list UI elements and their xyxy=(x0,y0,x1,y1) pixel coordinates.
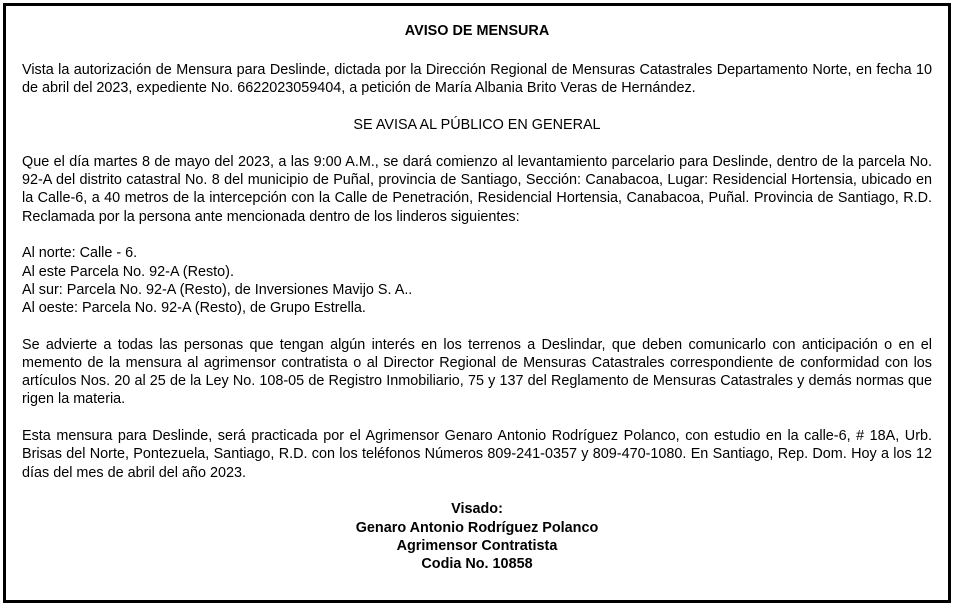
notice-title: AVISO DE MENSURA xyxy=(404,23,550,39)
signature-role: Agrimensor Contratista xyxy=(396,537,558,554)
signature-block xyxy=(22,500,932,573)
notice-box xyxy=(3,3,951,603)
signature-name: Genaro Antonio Rodríguez Polanco xyxy=(355,519,599,536)
public-notice-heading: SE AVISA AL PÚBLICO EN GENERAL xyxy=(353,117,601,134)
signature-codia: Codia No. 10858 xyxy=(421,556,533,573)
description-paragraph: Que el día martes 8 de mayo del 2023, a las 9:00 A.M., se dará comienzo al levantamiento parcelario para Deslinde, dentro de la parcela No. 92-A del distrito catastral No. 8 del municipio de Puñal, provincia de Santiago, Sección: Canabacoa, Lugar: Residencial Hortensia, ubicado en la Calle-6, a 40 metros de la intercepción con la Calle de Penetración, Residencial Hortensia, Canabacoa, Puñal. Provincia de Santiago, R.D. Reclamada por la persona ante mencionada dentro de los linderos siguientes: xyxy=(22,154,932,225)
boundary-east: Al este Parcela No. 92-A (Resto). xyxy=(22,263,234,280)
warning-paragraph: Se advierte a todas las personas que tengan algún interés en los terrenos a Deslindar, que deben comunicarlo con anticipación o en el memento de la mensura al agrimensor contratista o al Director Regional de Mensuras Catastrales correspondiente de conformidad con los artículos Nos. 20 al 25 de la Ley No. 108-05 de Registro Inmobiliario, 75 y 137 del Reglamento de Mensuras Catastrales y demás normas que rigen la materia. xyxy=(22,336,932,408)
closing-paragraph: Esta mensura para Deslinde, será practicada por el Agrimensor Genaro Antonio Rodríguez Polanco, con estudio en la calle-6, # 18A, Urb. Brisas del Norte, Pontezuela, Santiago, R.D. con los teléfonos Números 809-241-0357 y 809-470-1080. En Santiago, Rep. Dom. Hoy a los 12 días del mes de abril del año 2023. xyxy=(22,428,932,481)
boundary-west: Al oeste: Parcela No. 92-A (Resto), de Grupo Estrella. xyxy=(22,300,366,317)
intro-paragraph: Vista la autorización de Mensura para Deslinde, dictada por la Dirección Regional de Mensuras Catastrales Departamento Norte, en fecha 10 de abril del 2023, expediente No. 6622023059404, a petición de María Albania Brito Veras de Hernández. xyxy=(22,62,932,97)
boundaries-list xyxy=(22,244,932,317)
boundary-south: Al sur: Parcela No. 92-A (Resto), de Inversiones Mavijo S. A.. xyxy=(22,281,413,298)
signature-visado: Visado: xyxy=(451,501,503,518)
boundary-north: Al norte: Calle - 6. xyxy=(22,245,138,262)
